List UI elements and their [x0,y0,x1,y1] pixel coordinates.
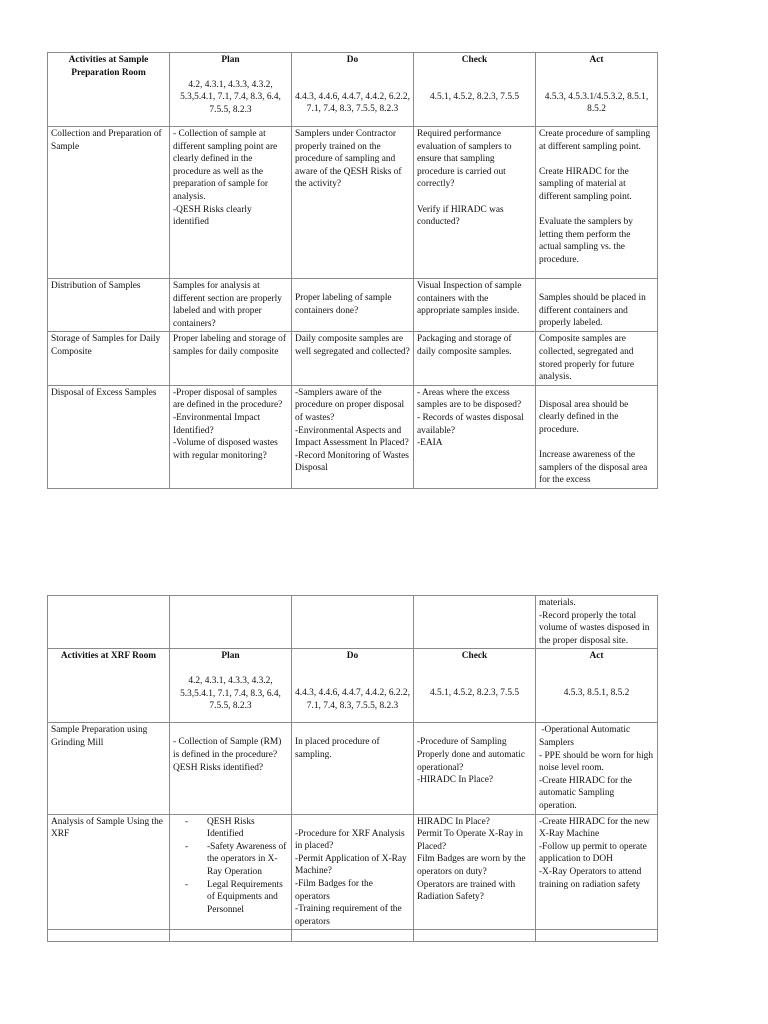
activity-cell: Sample Preparation using Grinding Mill [48,723,170,814]
do-cell: Samplers under Contractor properly trained on the procedure of sampling and aware of the QESH Risks of the activity? [292,127,414,279]
table-header-row [48,649,658,723]
do-column-header [292,649,414,723]
plan-clauses: 4.2, 4.3.1, 4.3.3, 4.3.2, 5.3,5.4.1, 7.1, 7.4, 8.3, 6.4, 7.5.5, 8.2.3 [180,79,284,115]
empty-row [48,930,658,942]
activity-cell: Storage of Samples for Daily Composite [48,332,170,385]
list-item: - Legal Requirements of Equipments and Personnel [207,879,288,917]
plan-cell: Proper labeling and storage of samples for daily composite [170,332,292,385]
table-row [48,814,658,930]
list-item: - -Safety Awareness of the operators in X-Ray Operation [207,841,288,879]
do-cell: -Procedure for XRF Analysis in placed? -Permit Application of X-Ray Machine? -Film Badges for the operators -Training requirement of the operators [292,814,414,930]
plan-header-label: Plan [221,651,240,662]
do-clauses: 4.4.3, 4.4.6, 4.4.7, 4.4.2, 6.2.2, 7.1, 7.4, 8.3, 7.5.5, 8.2.3 [295,687,413,711]
table-row [48,279,658,332]
sample-preparation-table [47,52,658,489]
check-cell: HIRADC In Place? Permit To Operate X-Ray in Placed? Film Badges are worn by the operators on duty? Operators are trained with Radiation Safety? [414,814,536,930]
activity-cell: Distribution of Samples [48,279,170,332]
table-row [48,127,658,279]
empty-cell [170,930,292,942]
act-continuation-cell: materials. -Record properly the total volume of wastes disposed in the proper disposal site. [536,596,658,649]
check-cell: Packaging and storage of daily composite samples. [414,332,536,385]
table-row [48,332,658,385]
check-cell: - Areas where the excess samples are to be disposed? - Records of wastes disposal available? -EAIA [414,385,536,488]
plan-cell [170,814,292,930]
do-cell: Proper labeling of sample containers done? [292,279,414,332]
check-column-header [414,53,536,127]
check-cell: Visual Inspection of sample containers with the appropriate samples inside. [414,279,536,332]
act-header-label: Act [589,55,604,65]
list-item: - QESH Risks Identified [207,816,288,841]
do-header-label: Do [346,55,359,65]
do-header-label: Do [346,651,359,662]
act-clauses: 4.5.3, 4.5.3.1/4.5.3.2, 8.5.1, 8.5.2 [544,91,651,115]
activity-cell: Analysis of Sample Using the XRF [48,814,170,930]
xrf-room-table [47,595,658,942]
check-cell: Required performance evaluation of samplers to ensure that sampling procedure is carried out correctly? Verify if HIRADC was conducted? [414,127,536,279]
do-cell: In placed procedure of sampling. [292,723,414,814]
plan-header-label: Plan [221,55,240,65]
plan-column-header [170,53,292,127]
do-column-header [292,53,414,127]
plan-cell: Samples for analysis at different section are properly labeled and with proper containers? [170,279,292,332]
act-column-header [536,53,658,127]
empty-cell [170,596,292,649]
act-header-label: Act [589,651,604,662]
check-clauses: 4.5.1, 4.5.2, 8.2.3, 7.5.5 [429,687,520,698]
do-cell: -Samplers aware of the procedure on proper disposal of wastes? -Environmental Aspects and Impact Assessment In Placed? -Record Monitoring of Wastes Disposal [292,385,414,488]
act-cell: Disposal area should be clearly defined in the procedure. Increase awareness of the samplers of the disposal area for the excess [536,385,658,488]
empty-cell [48,596,170,649]
check-column-header [414,649,536,723]
empty-cell [414,596,536,649]
act-cell: Create procedure of sampling at different sampling point. Create HIRADC for the sampling of material at different sampling point. Evaluate the samplers by letting them perform the actual sampling vs. the procedure. [536,127,658,279]
act-cell: Composite samples are collected, segregated and stored properly for future analysis. [536,332,658,385]
empty-cell [292,596,414,649]
plan-cell: -Proper disposal of samples are defined in the procedure? -Environmental Impact Identified? -Volume of disposed wastes with regular monitoring? [170,385,292,488]
empty-cell [48,930,170,942]
empty-cell [414,930,536,942]
check-header-label: Check [461,55,488,65]
check-cell: -Procedure of Sampling Properly done and automatic operational? -HIRADC In Place? [414,723,536,814]
plan-bullet-list [173,816,288,917]
continuation-row [48,596,658,649]
plan-cell: - Collection of Sample (RM) is defined in the procedure? QESH Risks identified? [170,723,292,814]
empty-cell [536,930,658,942]
table-row [48,385,658,488]
plan-column-header [170,649,292,723]
act-column-header [536,649,658,723]
table-row [48,723,658,814]
activity-column-header: Activities at Sample Preparation Room [48,53,170,127]
do-clauses: 4.4.3, 4.4.6, 4.4.7, 4.4.2, 6.2.2, 7.1, 7.4, 8.3, 7.5.5, 8.2.3 [295,91,413,115]
act-cell: -Create HIRADC for the new X-Ray Machine -Follow up permit to operate application to DOH -X-Ray Operators to attend training on radiation safety [536,814,658,930]
empty-cell [292,930,414,942]
check-clauses: 4.5.1, 4.5.2, 8.2.3, 7.5.5 [429,91,520,102]
plan-cell: - Collection of sample at different sampling point are clearly defined in the procedure as well as the preparation of sample for analysis. -QESH Risks clearly identified [170,127,292,279]
act-cell: Samples should be placed in different containers and properly labeled. [536,279,658,332]
act-cell: -Operational Automatic Samplers - PPE should be worn for high noise level room. -Create HIRADC for the automatic Sampling operation. [536,723,658,814]
plan-clauses: 4.2, 4.3.1, 4.3.3, 4.3.2, 5.3,5.4.1, 7.1, 7.4, 8.3, 6.4, 7.5.5, 8.2.3 [180,675,284,712]
do-cell: Daily composite samples are well segregated and collected? [292,332,414,385]
table-header-row [48,53,658,127]
activity-column-header: Activities at XRF Room [48,649,170,723]
act-clauses: 4.5.3, 8.5.1, 8.5.2 [563,687,630,698]
activity-cell: Disposal of Excess Samples [48,385,170,488]
activity-cell: Collection and Preparation of Sample [48,127,170,279]
check-header-label: Check [461,651,488,662]
